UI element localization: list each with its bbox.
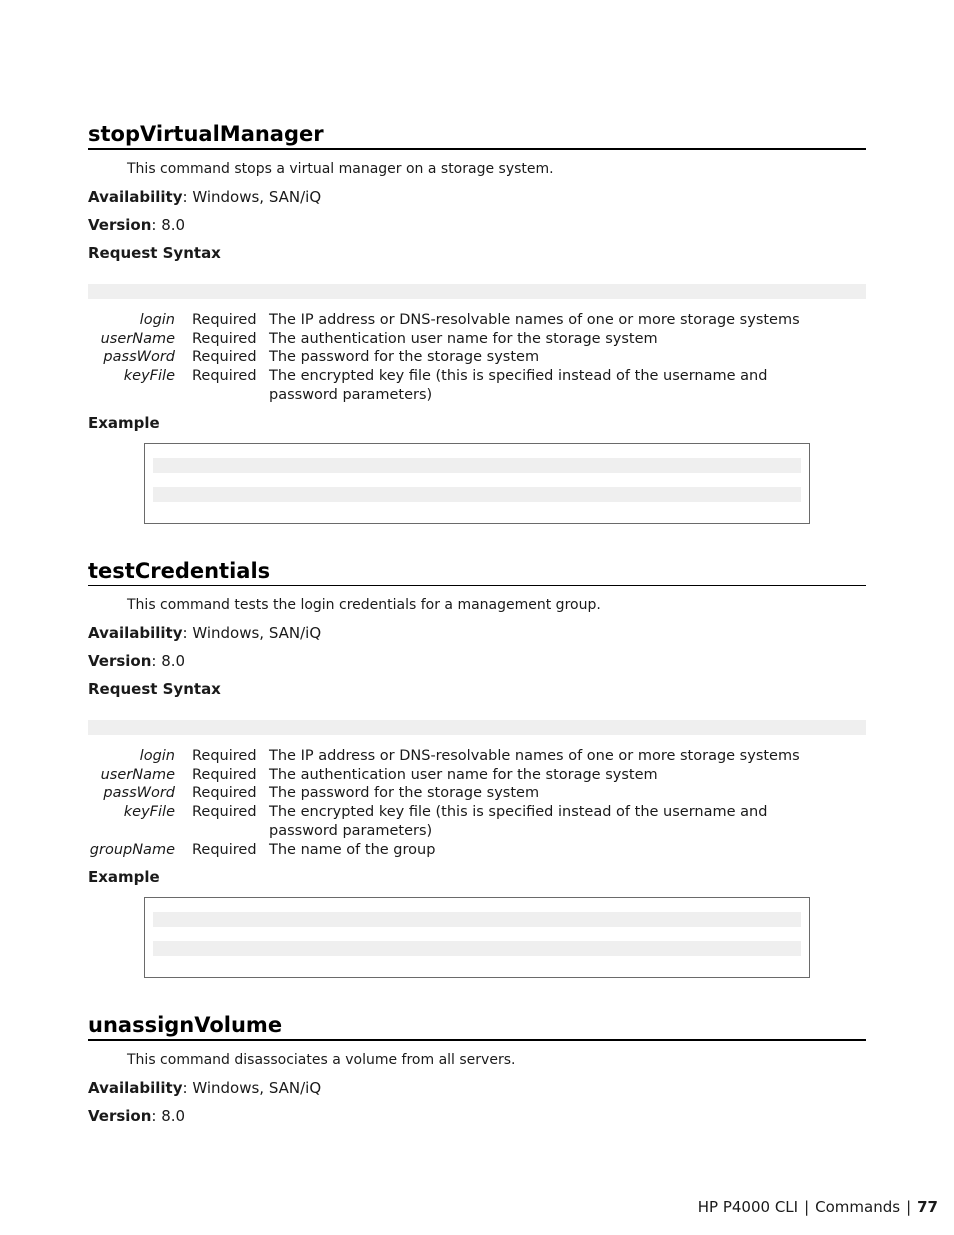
parameter-name: keyFile xyxy=(123,368,175,385)
example-code-line xyxy=(153,458,801,473)
section-title-testcredentials: testCredentials xyxy=(88,558,866,586)
example-heading: Example xyxy=(88,414,160,432)
footer-doc-title: HP P4000 CLI xyxy=(697,1198,799,1216)
parameter-description: The encrypted key file (this is specified instead of the username and password parameters) xyxy=(269,368,768,403)
parameter-row xyxy=(0,766,880,785)
request-syntax-heading: Request Syntax xyxy=(88,680,221,698)
version-label: Version xyxy=(88,652,152,670)
parameter-row xyxy=(0,311,880,330)
parameter-requirement: Required xyxy=(192,312,257,328)
parameter-requirement: Required xyxy=(192,766,257,783)
page-footer xyxy=(698,1198,938,1216)
parameter-description: The authentication user name for the storage system xyxy=(269,330,658,347)
version-line xyxy=(88,216,185,234)
version-label: Version xyxy=(88,1107,152,1125)
request-syntax-code-block xyxy=(88,720,866,735)
section-description: This command stops a virtual manager on a storage system. xyxy=(127,161,554,177)
parameter-name: keyFile xyxy=(123,804,175,821)
availability-value: : Windows, SAN/iQ xyxy=(182,624,322,642)
request-syntax-heading: Request Syntax xyxy=(88,244,221,262)
parameter-description: The password for the storage system xyxy=(269,785,540,802)
parameter-description: The name of the group xyxy=(269,841,436,858)
parameter-name: login xyxy=(139,748,175,764)
request-syntax-code-block xyxy=(88,284,866,299)
parameter-requirement: Required xyxy=(192,841,257,858)
availability-label: Availability xyxy=(88,188,183,206)
example-code-box xyxy=(144,897,810,978)
version-line xyxy=(88,1107,185,1125)
availability-line xyxy=(88,188,321,206)
parameter-table xyxy=(0,747,880,859)
availability-value: : Windows, SAN/iQ xyxy=(182,188,322,206)
parameter-name: userName xyxy=(100,330,175,347)
version-value: : 8.0 xyxy=(151,1107,186,1125)
footer-separator: | xyxy=(906,1198,912,1216)
footer-separator: | xyxy=(804,1198,810,1216)
example-code-box xyxy=(144,443,810,524)
page-number: 77 xyxy=(917,1198,938,1216)
parameter-row xyxy=(0,330,880,349)
parameter-description: The authentication user name for the storage system xyxy=(269,766,658,783)
parameter-description: The encrypted key file (this is specified instead of the username and password parameters) xyxy=(269,804,768,839)
parameter-row xyxy=(0,348,880,367)
parameter-row xyxy=(0,747,880,766)
parameter-description: The IP address or DNS-resolvable names of one or more storage systems xyxy=(269,312,800,328)
section-description: This command tests the login credentials for a management group. xyxy=(127,597,601,613)
parameter-requirement: Required xyxy=(192,785,257,802)
version-line xyxy=(88,652,185,670)
section-title-stopvirtualmanager: stopVirtualManager xyxy=(88,121,866,150)
version-value: : 8.0 xyxy=(151,216,186,234)
version-label: Version xyxy=(88,216,152,234)
parameter-name: userName xyxy=(100,766,175,783)
section-description: This command disassociates a volume from all servers. xyxy=(127,1052,516,1068)
example-code-line xyxy=(153,941,801,956)
footer-chapter: Commands xyxy=(815,1198,901,1216)
parameter-requirement: Required xyxy=(192,330,257,347)
section-title-unassignvolume: unassignVolume xyxy=(88,1012,866,1041)
parameter-name: passWord xyxy=(103,349,175,366)
example-heading: Example xyxy=(88,868,160,886)
parameter-name: login xyxy=(139,312,175,328)
availability-label: Availability xyxy=(88,1079,183,1097)
parameter-row xyxy=(0,784,880,803)
example-code-line xyxy=(153,912,801,927)
parameter-table xyxy=(0,311,880,405)
parameter-row xyxy=(0,841,880,860)
parameter-requirement: Required xyxy=(192,349,257,366)
availability-label: Availability xyxy=(88,624,183,642)
parameter-requirement: Required xyxy=(192,368,257,385)
parameter-name: groupName xyxy=(89,841,175,858)
parameter-requirement: Required xyxy=(192,748,257,764)
example-code-line xyxy=(153,487,801,502)
availability-line xyxy=(88,624,321,642)
availability-line xyxy=(88,1079,321,1097)
parameter-description: The IP address or DNS-resolvable names of one or more storage systems xyxy=(269,748,800,764)
parameter-description: The password for the storage system xyxy=(269,349,540,366)
parameter-row xyxy=(0,803,880,840)
parameter-row xyxy=(0,367,880,404)
parameter-name: passWord xyxy=(103,785,175,802)
version-value: : 8.0 xyxy=(151,652,186,670)
availability-value: : Windows, SAN/iQ xyxy=(182,1079,322,1097)
parameter-requirement: Required xyxy=(192,804,257,821)
